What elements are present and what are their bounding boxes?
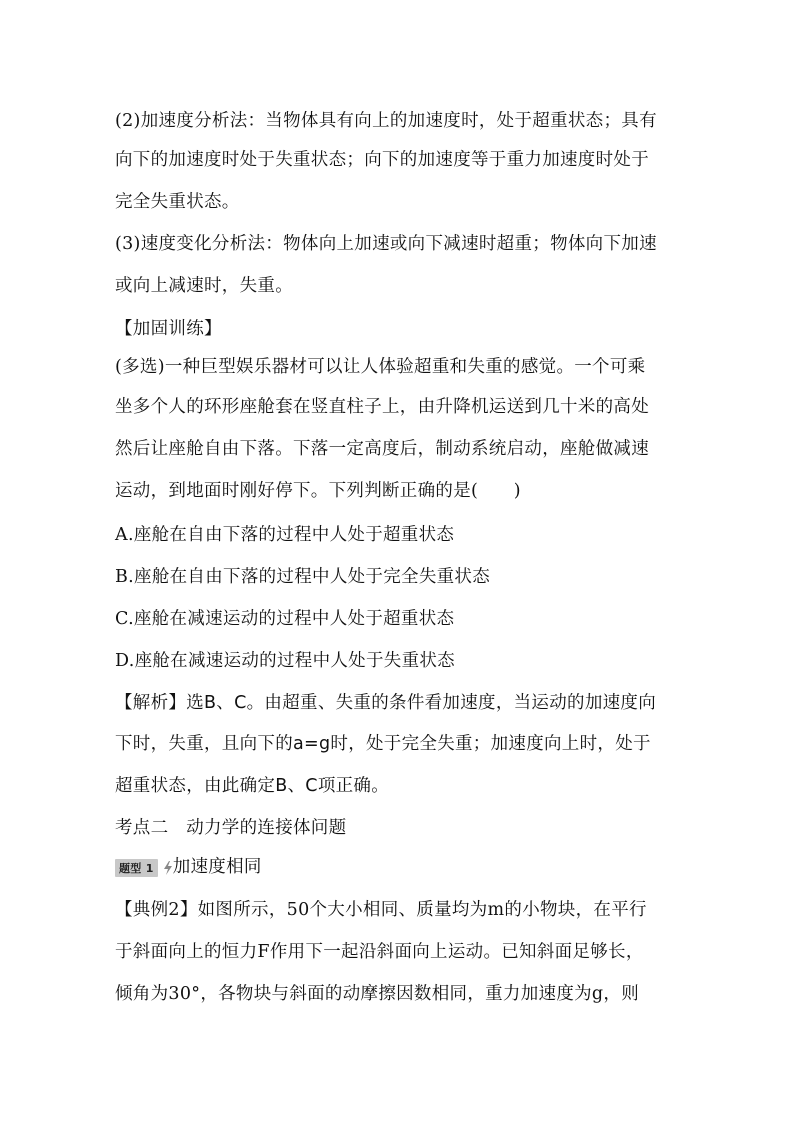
text-line: (2)加速度分析法：当物体具有向上的加速度时，处于超重状态；具有 (115, 111, 657, 131)
text-line: (3)速度变化分析法：物体向上加速或向下减速时超重；物体向下加速 (115, 234, 657, 254)
analysis-line: 【解析】选B、C。由超重、失重的条件看加速度，当运动的加速度向 (115, 693, 657, 713)
option-d: D.座舱在减速运动的过程中人处于失重状态 (115, 651, 455, 671)
question-type-label: 加速度相同 (172, 857, 262, 877)
question-type-row (115, 853, 262, 878)
example-line: 倾角为30°，各物块与斜面的动摩擦因数相同，重力加速度为g，则 (115, 984, 640, 1004)
section-heading: 【加固训练】 (115, 319, 222, 339)
text-line: (多选)一种巨型娱乐器材可以让人体验超重和失重的感觉。一个可乘 (115, 357, 646, 377)
text-line: 或向上减速时，失重。 (115, 276, 293, 296)
text-line: 运动，到地面时刚好停下。下列判断正确的是( ) (115, 481, 521, 501)
lightning-icon (163, 861, 173, 875)
option-b: B.座舱在自由下落的过程中人处于完全失重状态 (115, 567, 491, 587)
question-type-badge: 题型 1 (115, 859, 158, 877)
analysis-line: 下时，失重，且向下的a=g时，处于完全失重；加速度向上时，处于 (115, 734, 651, 754)
text-line: 然后让座舱自由下落。下落一定高度后，制动系统启动，座舱做减速 (115, 439, 649, 459)
analysis-line: 超重状态，由此确定B、C项正确。 (115, 776, 390, 796)
example-line: 【典例2】如图所示，50个大小相同、质量均为m的小物块，在平行 (115, 900, 647, 920)
text-line: 坐多个人的环形座舱套在竖直柱子上，由升降机运送到几十米的高处 (115, 397, 649, 417)
option-c: C.座舱在减速运动的过程中人处于超重状态 (115, 609, 455, 629)
text-line: 向下的加速度时处于失重状态；向下的加速度等于重力加速度时处于 (115, 150, 649, 170)
example-line: 于斜面向上的恒力F作用下一起沿斜面向上运动。已知斜面足够长， (115, 942, 644, 962)
topic-heading: 考点二 动力学的连接体问题 (115, 818, 347, 838)
text-line: 完全失重状态。 (115, 192, 240, 212)
option-a: A.座舱在自由下落的过程中人处于超重状态 (115, 525, 455, 545)
